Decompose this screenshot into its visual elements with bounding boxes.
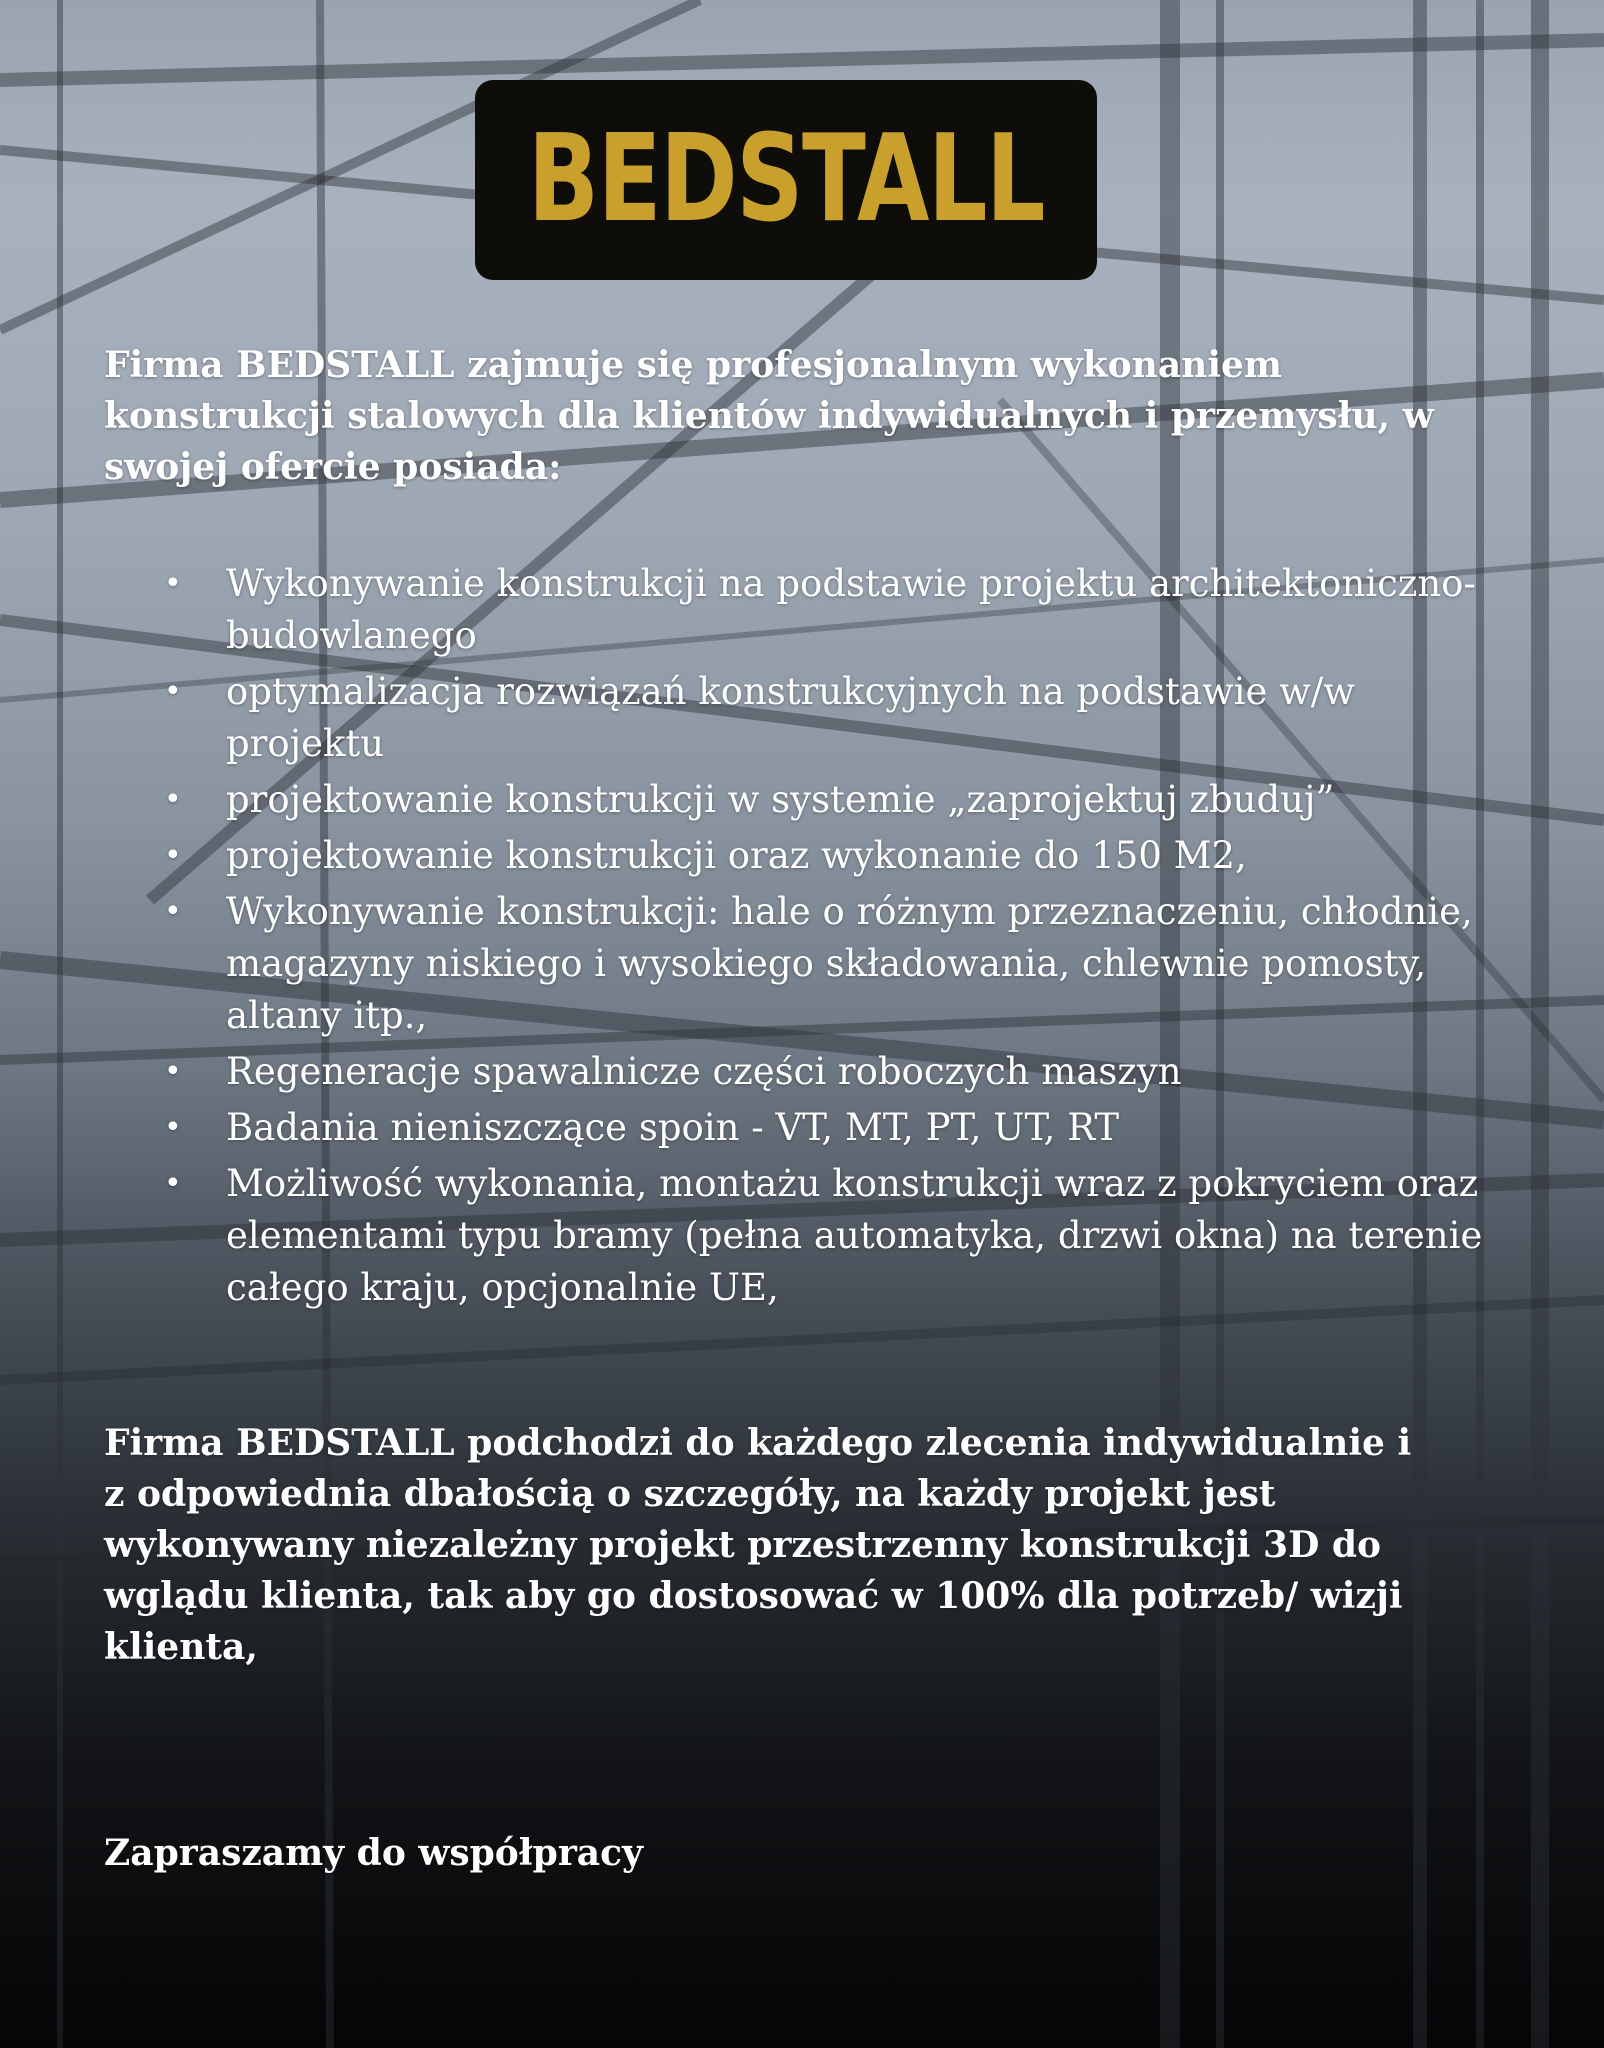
service-item (164, 1102, 1524, 1154)
service-item-text: Badania nieniszczące spoin - VT, MT, PT, UT, RT (226, 1106, 1120, 1149)
bullet-icon: • (164, 894, 182, 929)
invitation-text: Zapraszamy do współpracy (104, 1832, 643, 1874)
services-list (164, 558, 1524, 1318)
bullet-icon: • (164, 674, 182, 709)
service-item (164, 830, 1524, 882)
service-item (164, 558, 1524, 662)
service-item (164, 774, 1524, 826)
brand-logo-text: BEDSTALL (527, 110, 1045, 249)
service-item-text: optymalizacja rozwiązań konstrukcyjnych na podstawie w/w projektu (226, 670, 1355, 765)
service-item-text: projektowanie konstrukcji oraz wykonanie do 150 M2, (226, 834, 1247, 877)
intro-paragraph: Firma BEDSTALL zajmuje się profesjonalnym wykonaniem konstrukcji stalowych dla klientów indywidualnych i przemysłu, w swojej ofercie posiada: (104, 344, 1434, 488)
service-item (164, 666, 1524, 770)
service-item-text: Wykonywanie konstrukcji na podstawie projektu architektoniczno-budowlanego (226, 562, 1476, 657)
bullet-icon: • (164, 782, 182, 817)
document-body (104, 340, 1504, 1874)
service-item-text: Możliwość wykonania, montażu konstrukcji wraz z pokryciem oraz elementami typu bramy (pełna automatyka, drzwi okna) na terenie całego kraju, opcjonalnie UE, (226, 1162, 1483, 1309)
bullet-icon: • (164, 1166, 182, 1201)
bullet-icon: • (164, 566, 182, 601)
service-item-text: Wykonywanie konstrukcji: hale o różnym przeznaczeniu, chłodnie, magazyny niskiego i wysokiego składowania, chlewnie pomosty, altany itp., (226, 890, 1473, 1037)
bullet-icon: • (164, 838, 182, 873)
closing-paragraph: Firma BEDSTALL podchodzi do każdego zlecenia indywidualnie i z odpowiednia dbałością o szczegóły, na każdy projekt jest wykonywany niezależny projekt przestrzenny konstrukcji 3D do wglądu klienta, tak aby go dostosować w 100% dla potrzeb/ wizji klienta, (104, 1422, 1412, 1668)
service-item-text: projektowanie konstrukcji w systemie „zaprojektuj zbuduj” (226, 778, 1335, 821)
bullet-icon: • (164, 1110, 182, 1145)
brand-logo (475, 80, 1097, 280)
service-item (164, 1046, 1524, 1098)
service-item (164, 1158, 1524, 1314)
service-item (164, 886, 1524, 1042)
service-item-text: Regeneracje spawalnicze części roboczych maszyn (226, 1050, 1182, 1093)
bullet-icon: • (164, 1054, 182, 1089)
